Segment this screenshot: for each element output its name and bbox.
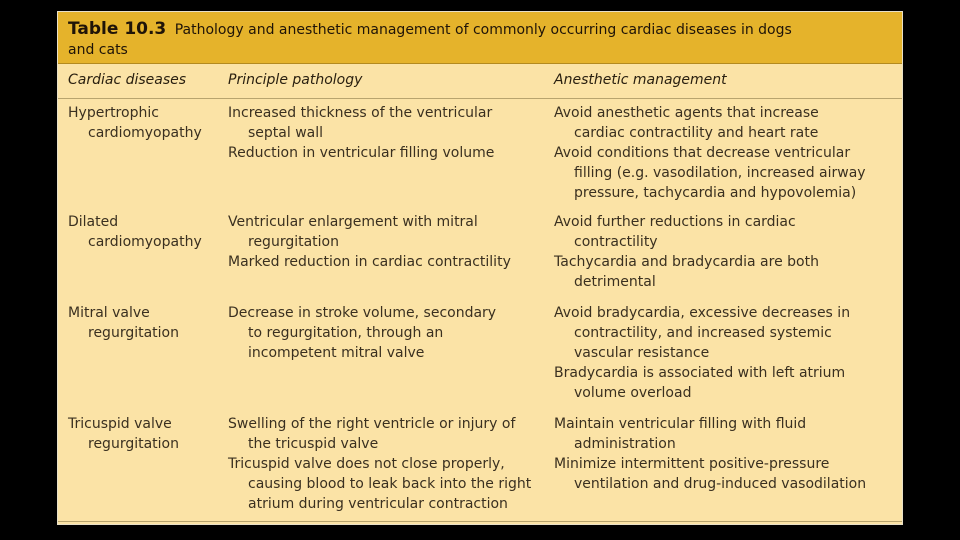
management-entry <box>554 212 819 252</box>
management-entry <box>554 303 850 363</box>
cardiac-disease-line: regurgitation <box>88 436 179 452</box>
management-line: pressure, tachycardia and hypovolemia) <box>574 185 857 201</box>
pathology-line: Marked reduction in cardiac contractility <box>228 254 511 270</box>
bottom-divider <box>58 521 902 522</box>
header-anesthetic-management: Anesthetic management <box>554 72 727 88</box>
pathology-line: the tricuspid valve <box>248 436 379 452</box>
header-divider <box>58 98 902 99</box>
management-entry <box>554 252 819 292</box>
pathology-entry <box>228 252 511 272</box>
management-line: Maintain ventricular filling with fluid <box>554 416 807 432</box>
cardiac-disease-cell <box>68 414 179 454</box>
management-line: detrimental <box>574 274 656 290</box>
header-cardiac-diseases: Cardiac diseases <box>68 72 187 88</box>
table-caption-line2: and cats <box>68 42 128 58</box>
management-line: Minimize intermittent positive-pressure <box>554 456 830 472</box>
cardiac-disease-line: Mitral valve <box>68 305 150 321</box>
pathology-line: incompetent mitral valve <box>248 345 425 361</box>
pathology-entry <box>228 414 531 454</box>
cardiac-disease-cell <box>68 103 202 143</box>
management-entry <box>554 454 866 494</box>
pathology-cell <box>228 103 494 163</box>
pathology-entry <box>228 212 511 252</box>
pathology-line: Tricuspid valve does not close properly, <box>228 456 505 472</box>
pathology-line: regurgitation <box>248 234 339 250</box>
cardiac-disease-line: cardiomyopathy <box>88 234 202 250</box>
table-header-band <box>58 12 902 64</box>
pathology-line: causing blood to leak back into the right <box>248 476 532 492</box>
management-line: Avoid further reductions in cardiac <box>554 214 796 230</box>
pathology-entry <box>228 143 494 163</box>
management-line: Avoid bradycardia, excessive decreases in <box>554 305 851 321</box>
table-title <box>68 19 868 60</box>
pathology-entry <box>228 103 494 143</box>
table-panel <box>57 11 903 525</box>
pathology-cell <box>228 414 531 514</box>
pathology-line: Increased thickness of the ventricular <box>228 105 493 121</box>
pathology-entry <box>228 303 496 363</box>
management-line: administration <box>574 436 676 452</box>
pathology-cell <box>228 212 511 272</box>
management-line: volume overload <box>574 385 692 401</box>
cardiac-disease-cell <box>68 212 202 252</box>
management-line: Avoid conditions that decrease ventricular <box>554 145 851 161</box>
cardiac-disease-line: regurgitation <box>88 325 179 341</box>
pathology-cell <box>228 303 496 363</box>
management-line: Bradycardia is associated with left atrium <box>554 365 846 381</box>
management-line: cardiac contractility and heart rate <box>574 125 819 141</box>
management-line: ventilation and drug-induced vasodilation <box>574 476 867 492</box>
table-caption-line1: Pathology and anesthetic management of commonly occurring cardiac diseases in dogs <box>174 22 792 38</box>
management-line: vascular resistance <box>574 345 710 361</box>
management-cell <box>554 103 866 203</box>
management-line: contractility <box>574 234 658 250</box>
cardiac-disease-line: Dilated <box>68 214 119 230</box>
management-line: contractility, and increased systemic <box>574 325 832 341</box>
pathology-line: atrium during ventricular contraction <box>248 496 508 512</box>
pathology-line: Ventricular enlargement with mitral <box>228 214 478 230</box>
management-line: Avoid anesthetic agents that increase <box>554 105 819 121</box>
pathology-line: Swelling of the right ventricle or injury of <box>228 416 516 432</box>
cardiac-disease-line: cardiomyopathy <box>88 125 202 141</box>
header-principle-pathology: Principle pathology <box>228 72 363 88</box>
management-cell <box>554 303 850 403</box>
cardiac-disease-line: Hypertrophic <box>68 105 159 121</box>
cardiac-disease-cell <box>68 303 179 343</box>
pathology-line: Reduction in ventricular filling volume <box>228 145 495 161</box>
management-entry <box>554 363 850 403</box>
management-entry <box>554 143 866 203</box>
cardiac-disease-line: Tricuspid valve <box>68 416 172 432</box>
management-line: Tachycardia and bradycardia are both <box>554 254 819 270</box>
pathology-line: to regurgitation, through an <box>248 325 444 341</box>
pathology-line: septal wall <box>248 125 324 141</box>
management-cell <box>554 414 866 494</box>
management-entry <box>554 414 866 454</box>
management-cell <box>554 212 819 292</box>
table-number: Table 10.3 <box>68 19 167 39</box>
management-entry <box>554 103 866 143</box>
pathology-line: Decrease in stroke volume, secondary <box>228 305 497 321</box>
management-line: filling (e.g. vasodilation, increased airway <box>574 165 866 181</box>
pathology-entry <box>228 454 531 514</box>
